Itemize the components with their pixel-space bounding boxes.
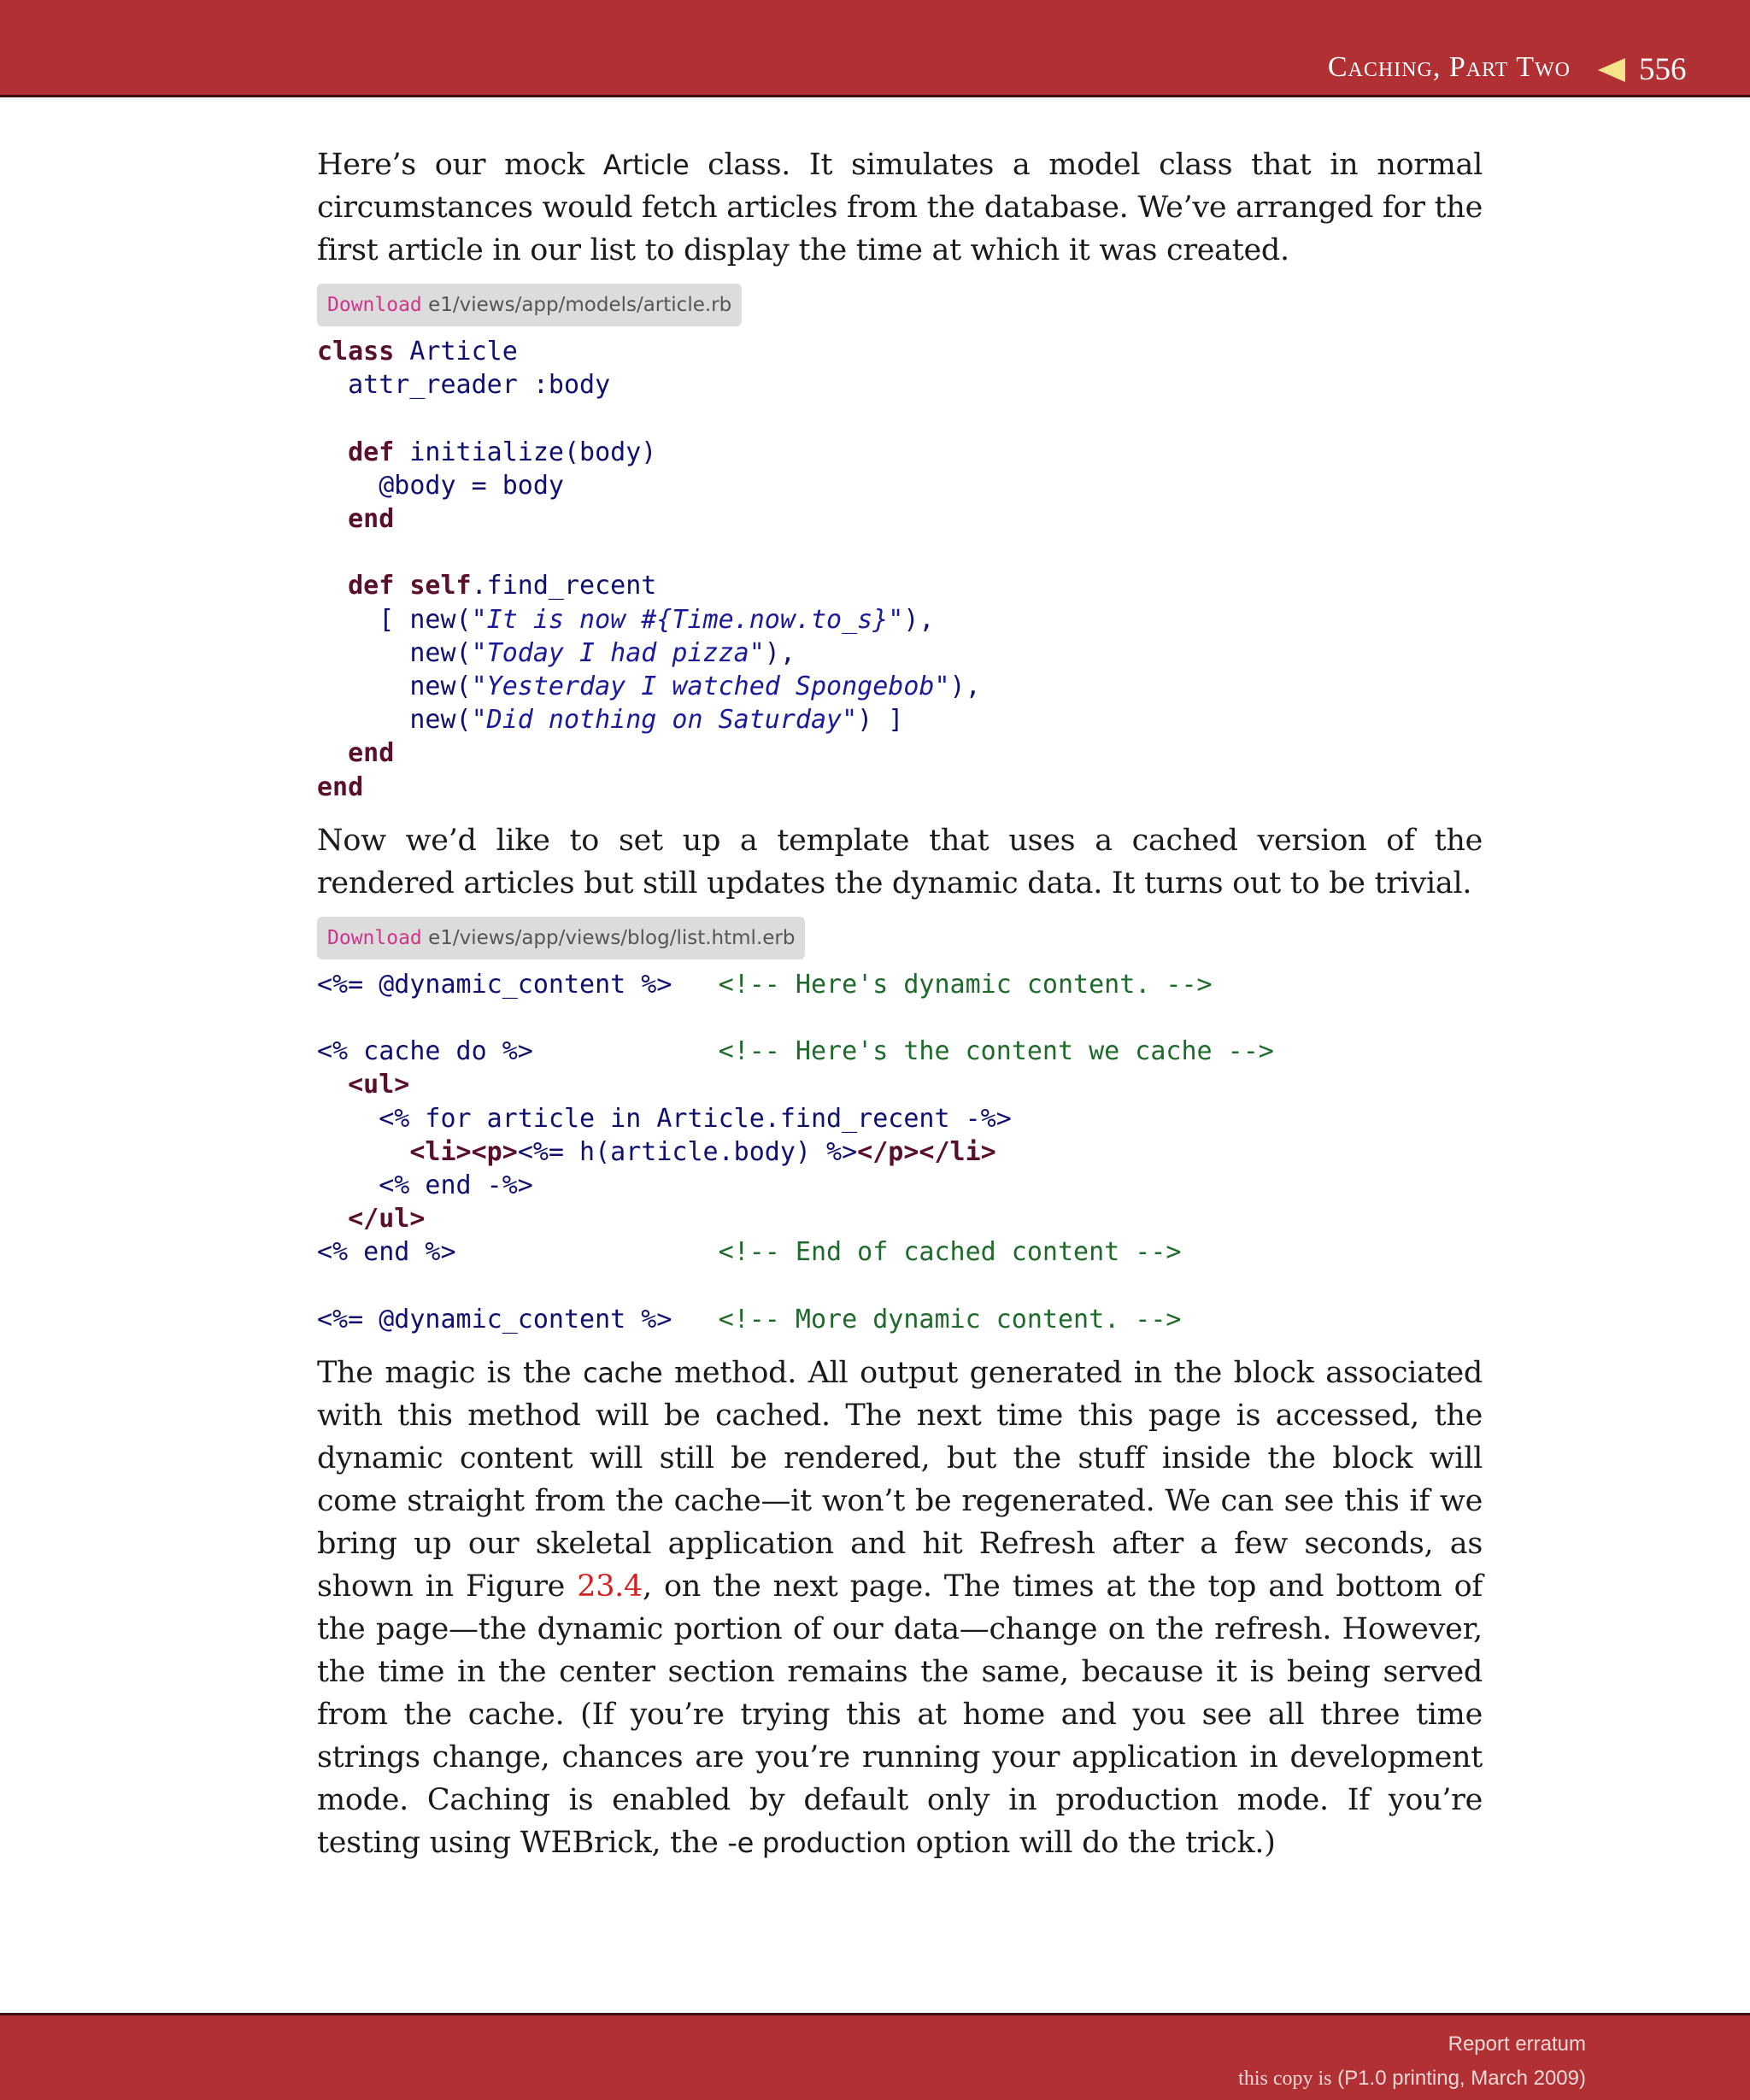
report-erratum-link[interactable]: Report erratum [1448, 2033, 1586, 2056]
code-string: "Did nothing on Saturday" [471, 705, 858, 736]
code-keyword: self [409, 571, 472, 601]
download-label: Download [327, 926, 422, 949]
previous-page-arrow-icon[interactable] [1598, 58, 1625, 82]
code-keyword: class [317, 337, 395, 367]
code-comment: <!-- More dynamic content. --> [718, 1304, 1182, 1334]
code-text: <%= h(article.body) %> [517, 1136, 858, 1167]
code-text: @body = body [317, 470, 564, 501]
code-text: ), [949, 672, 981, 702]
code-text: initialize(body) [394, 437, 657, 467]
copy-notice [1238, 2067, 1586, 2091]
copy-notice-printing: (P1.0 printing, March 2009) [1331, 2067, 1586, 2090]
code-keyword: def [348, 437, 395, 467]
code-string: "Today I had pizza" [471, 637, 765, 668]
code-text: new( [317, 705, 472, 736]
code-text: Article [394, 337, 518, 367]
page-body [317, 144, 1483, 1864]
code-text: new( [317, 637, 472, 668]
page-footer [0, 2013, 1750, 2100]
code-tag: </p></li> [857, 1136, 996, 1167]
code-keyword: end [317, 771, 364, 802]
code-block-article [317, 335, 1483, 804]
copy-notice-prefix: this copy is [1238, 2068, 1332, 2090]
download-link-template[interactable] [317, 917, 1483, 959]
code-tag: <li><p> [409, 1136, 518, 1167]
paragraph-template: Now we’d like to set up a template that uses a cached version of the rendered articles but still updates the dynamic data. It turns out to be trivial. [317, 823, 1483, 900]
download-path: e1/views/app/models/article.rb [428, 294, 732, 316]
code-text: ) ] [857, 705, 904, 736]
text-run: method. All output generated in the block associated with this method will be cached. The next time this page is accessed, the dynamic content will still be rendered, but the stuff inside the block will come straight from the cache—it won’t be regenerated. We can see this if we bring up our skeletal application and hit Refresh after a few seconds, as shown in Figure [317, 1356, 1483, 1604]
code-text: ), [903, 604, 935, 635]
text-run: option will do the trick.) [906, 1826, 1276, 1861]
section-title: Caching, Part Two [1327, 51, 1571, 83]
code-text: <% for article in Article.find_recent -%> [379, 1103, 1012, 1134]
download-link-article[interactable] [317, 284, 1483, 326]
inline-code-option: -e production [727, 1827, 907, 1860]
paragraph-intro [317, 144, 1483, 272]
code-text: <% cache do %> [317, 1036, 533, 1067]
code-text: ), [764, 637, 796, 668]
code-text: .find_recent [471, 571, 657, 601]
download-badge[interactable] [317, 284, 742, 326]
page-header [0, 0, 1750, 97]
inline-code-article: Article [602, 149, 690, 181]
code-keyword: end [348, 504, 395, 535]
download-path: e1/views/app/views/blog/list.html.erb [428, 926, 796, 949]
code-text: <% end -%> [379, 1170, 533, 1201]
code-block-template [317, 968, 1483, 1336]
figure-link[interactable]: 23.4 [577, 1569, 643, 1604]
code-comment: <!-- Here's dynamic content. --> [718, 969, 1213, 1000]
code-text: attr_reader :body [317, 370, 611, 401]
text-run: class. It simulates a model class that in normal circumstances would fetch articles from the database. We’ve arranged for the first article in our list to display the time at which it was created. [317, 148, 1483, 267]
code-text: [ new( [317, 604, 472, 635]
inline-code-cache: cache [583, 1357, 663, 1390]
code-comment: <!-- End of cached content --> [718, 1237, 1182, 1268]
code-text: <%= @dynamic_content %> [317, 1304, 672, 1334]
download-label: Download [327, 294, 422, 316]
code-keyword: def [348, 571, 395, 601]
code-text: <% end %> [317, 1237, 456, 1268]
text-run: The magic is the [317, 1356, 584, 1391]
code-text: <%= @dynamic_content %> [317, 969, 672, 1000]
code-keyword: end [348, 738, 395, 769]
code-text: new( [317, 672, 472, 702]
code-string: "It is now #{Time.now.to_s}" [471, 604, 904, 635]
code-string: "Yesterday I watched Spongebob" [471, 672, 950, 702]
code-comment: <!-- Here's the content we cache --> [718, 1036, 1274, 1067]
code-tag: <ul> [348, 1070, 410, 1100]
paragraph-cache-explanation [317, 1352, 1483, 1864]
text-run: Here’s our mock [317, 148, 603, 182]
page-number: 556 [1639, 52, 1687, 87]
download-badge[interactable] [317, 917, 805, 959]
code-tag: </ul> [348, 1204, 426, 1235]
text-run: , on the next page. The times at the top and bottom of the page—the dynamic portion of our data—change on the refresh. However, the time in the center section remains the same, because it is being served from the cache. (If you’re trying this at home and you see all three time strings change, chances are you’re running your application in development mode. Caching is enabled by default only in production mode. If you’re testing using WEBrick, the [317, 1569, 1483, 1861]
